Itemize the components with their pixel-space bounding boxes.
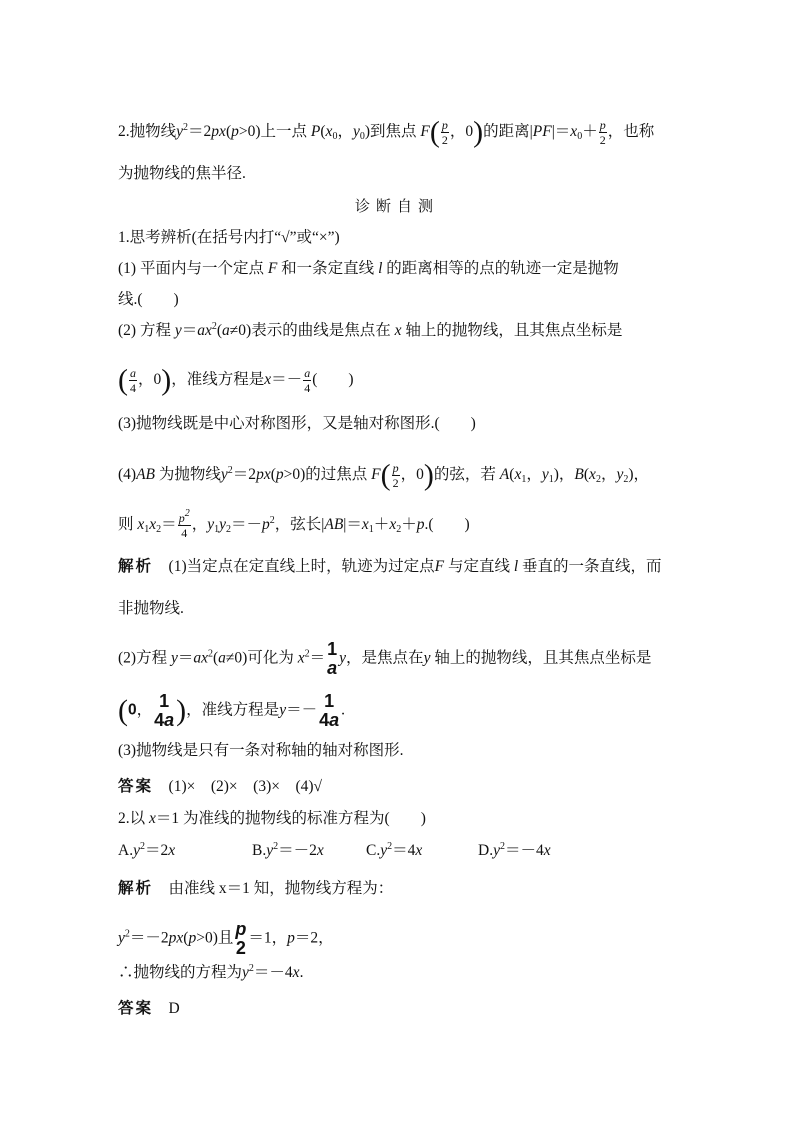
q1-item1-line1: (1) 平面内与一个定点 F 和一条定直线 l 的距离相等的点的轨迹一定是抛物 [118, 260, 619, 277]
text: ，也称 [607, 123, 655, 141]
text: (2) 方程 [118, 322, 171, 339]
text: ，是焦点在 [346, 649, 424, 667]
q2-options [118, 840, 551, 862]
analysis1-p1: 解析 (1)当定点在定直线上时，轨迹为过定点F 与定直线 l 垂直的一条直线，而 [118, 558, 662, 575]
q1-item3: (3)抛物线既是中心对称图形，又是轴对称图形.( ) [118, 415, 476, 432]
analysis1-p3: (3)抛物线是只有一条对称轴的轴对称图形. [118, 742, 404, 759]
analysis2-p1 [118, 878, 393, 900]
text: 2.抛物线 [118, 123, 177, 141]
text: 可化为 [247, 649, 294, 667]
focal-radius-line-1: 2.抛物线$y^2=2px(p>0)$上一点 $P(x_0$，$y_0$)到焦点 F( $\frac{p}{2}$ ，0)的距离$|PF|=x_0+$ $\frac{p}{2}$ ，也称 [118, 115, 655, 149]
text: (1)当定点在定直线上时，轨迹为过定点 [168, 558, 435, 575]
analysis1-p2-cont: (0， 1 4a )，准线方程是y＝－ 1 4a . [118, 691, 345, 730]
analysis-label: 解析 [118, 558, 154, 575]
analysis-label: 解析 [118, 880, 154, 897]
text: 表示的曲线是焦点在 [251, 322, 391, 339]
text: ，弦长| [274, 516, 325, 534]
text: 为抛物线 [158, 466, 221, 484]
text: ，准线方程是 [171, 371, 265, 389]
answer-label: 答案 [118, 778, 154, 795]
text: (1) 平面内与一个定点 [118, 260, 264, 277]
option-a: $A.y^2=2x$ [118, 841, 176, 859]
q1-item1-line2: 线.( ) [118, 291, 179, 308]
answer-label: 答案 [118, 1000, 154, 1017]
q1-item2-line1: (2) 方程 $y=ax^2(a\ne 0)$表示的曲线是焦点在 x 轴上的抛物线，且其焦点坐标是 [118, 321, 623, 339]
text: 的过焦点 [305, 466, 368, 484]
text: ( ) [312, 371, 354, 389]
option-b: $B.y^2=-2x$ [252, 841, 324, 859]
focal-radius-line-2: 为抛物线的焦半径. [118, 165, 246, 182]
text: 垂直的一条直线，而 [522, 558, 662, 575]
text: 到焦点 [370, 123, 417, 141]
answer2 [118, 998, 180, 1020]
analysis2-p3: ∴抛物线的方程为$y^2=-4x$. [118, 963, 304, 981]
option-d: $D.y^2=-4x$ [478, 841, 551, 859]
text: 由准线 x＝1 知，抛物线方程为： [168, 880, 394, 897]
analysis1-p1-cont: 非抛物线. [118, 600, 184, 617]
section-heading: 诊断自测 [354, 199, 439, 215]
text: 轴上的抛物线，且其焦点坐标是 [405, 322, 623, 339]
text: ∴抛物线的方程为 [118, 964, 243, 981]
text: ，准线方程是 [186, 701, 280, 719]
analysis2-p2: $y^2=-2px(p>0)$且 p 2 ＝1，p＝2， [118, 919, 334, 958]
text: 与定直线 [447, 558, 510, 575]
q2-title: 2.以 x＝1 为准线的抛物线的标准方程为( ) [118, 810, 426, 827]
text: 为准线的抛物线的标准方程为( ) [183, 810, 426, 827]
q1-item4-line2: 则 $x_1x_2=$ $\frac{p^2}{4}$ ，$y_1y_2=-p^2$，弦长$|AB|=x_1+x_2+p$.( ) [118, 508, 470, 540]
text: 和一条定直线 [281, 260, 375, 277]
option-c: $C.y^2=4x$ [366, 841, 423, 859]
answer-value: D [168, 1000, 180, 1017]
analysis1-p2: (2)方程 $y=ax^2(a\ne 0)$可化为 $x^2=$ 1 a y，是焦点在y 轴上的抛物线，且其焦点坐标是 [118, 639, 652, 678]
q1-item4-line1: (4)AB 为抛物线$y^2=2px(p>0)$的过焦点 F( $\frac{p}{2}$ ，0)的弦，若 $A(x_1$，$y_1$)，$B(x_2$，$y_2$)， [118, 458, 650, 492]
answer-text: (1)× (2)× (3)× (4)√ [168, 778, 323, 795]
q1-item2-line2: ( $\frac{a}{4}$ ，0)，准线方程是x＝－ $\frac{a}{4}$ ( ) [118, 363, 354, 397]
text: (2)方程 [118, 649, 168, 667]
text: 2.以 [118, 810, 146, 827]
text: 则 [118, 516, 134, 534]
answer1 [118, 776, 322, 798]
text: (4) [118, 466, 137, 484]
text: 的距离| [483, 123, 533, 141]
text: 的距离相等的点的轨迹一定是抛物 [386, 260, 619, 277]
text: 上一点 [260, 123, 308, 141]
text: 的弦，若 [433, 466, 496, 484]
text: ( ) [428, 516, 470, 534]
q1-title: 1.思考辨析(在括号内打“√”或“×”) [118, 229, 340, 246]
text: 轴上的抛物线，且其焦点坐标是 [434, 649, 652, 667]
text: 且 [217, 929, 234, 947]
